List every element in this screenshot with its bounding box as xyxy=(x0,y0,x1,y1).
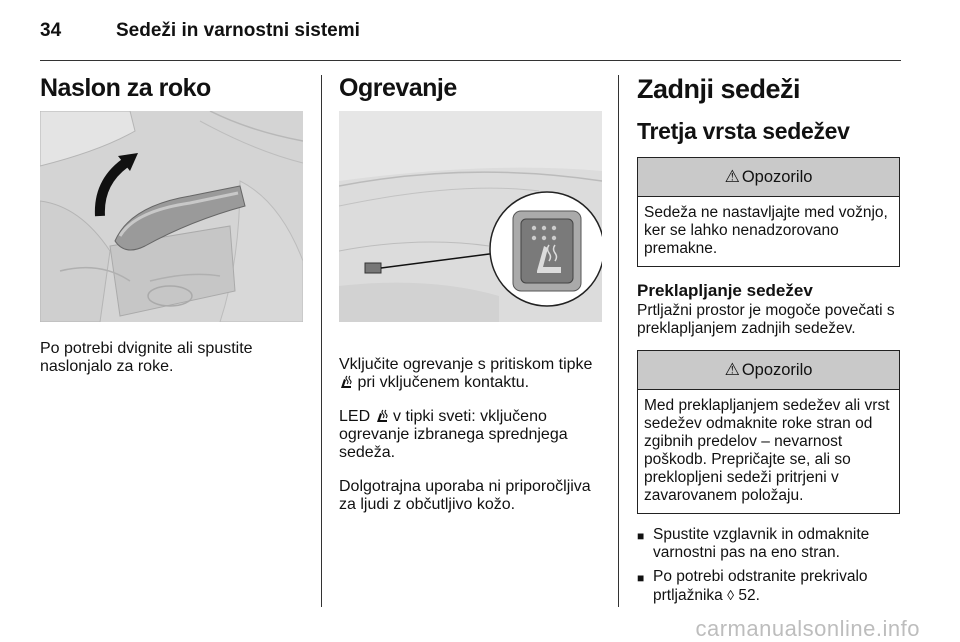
warning-text-1: Sedeža ne nastavljajte med vožnjo, ker se lahko nenadzorovano premakne. xyxy=(644,204,888,257)
list-item-text: Po potrebi odstranite prekrivalo prtljažnika xyxy=(653,568,868,604)
heating-p2-suffix: v tipki sveti: vključeno ogrevanje izbranega sprednjega sedeža. xyxy=(339,408,568,461)
heating-paragraph-3: Dolgotrajna uporaba ni priporočljiva za ljudi z občutljivo kožo. xyxy=(339,478,591,513)
list-item xyxy=(637,568,899,605)
heating-paragraph-2 xyxy=(339,408,601,462)
list-item xyxy=(637,526,899,562)
column-rear-seats xyxy=(637,74,902,611)
warning-text-2: Med preklapljanjem sedežev ali vrst sedežev odmaknite roke stran od zgibnih predelov – nevarnost poškodb. Prepričajte se, ali so preklopljeni sedeži pritrjeni v zavarovanem položaju. xyxy=(644,397,890,504)
column-heating xyxy=(339,74,604,103)
page-reference-icon: ◊ xyxy=(727,587,735,603)
warning-title-2: Opozorilo xyxy=(741,360,813,379)
watermark: carmanualsonline.info xyxy=(695,616,920,641)
warning-triangle-icon: ⚠ xyxy=(724,167,740,186)
instruction-list xyxy=(637,526,899,605)
heating-p2-prefix: LED xyxy=(339,408,371,425)
section-heading-armrest: Naslon za roko xyxy=(40,74,211,102)
folding-paragraph: Prtljažni prostor je mogoče povečati s preklapljanjem zadnjih sedežev. xyxy=(637,302,895,337)
bullet-square-icon: ■ xyxy=(637,571,645,585)
seat-heating-button-illustration xyxy=(339,111,602,322)
warning-triangle-icon: ⚠ xyxy=(724,360,740,379)
section-title-folding: Preklapljanje sedežev xyxy=(637,281,813,300)
section-heading-rear-seats: Zadnji sedeži xyxy=(637,74,801,104)
bullet-square-icon: ■ xyxy=(637,529,645,543)
list-item-text: Spustite vzglavnik in odmaknite varnostni pas na eno stran. xyxy=(653,526,870,561)
heating-p1-suffix: pri vključenem kontaktu. xyxy=(357,374,530,391)
heating-text xyxy=(339,340,601,530)
armrest-illustration xyxy=(40,111,303,322)
seat-heating-icon xyxy=(339,374,357,391)
section-heading-heating: Ogrevanje xyxy=(339,74,457,102)
warning-title-1: Opozorilo xyxy=(741,167,813,186)
heating-p1-prefix: Vključite ogrevanje s pritiskom tipke xyxy=(339,356,593,373)
warning-box-2 xyxy=(637,350,900,514)
warning-header-1 xyxy=(638,158,899,197)
armrest-paragraph: Po potrebi dvignite ali spustite naslonjalo za roke. xyxy=(40,340,253,375)
column-armrest xyxy=(40,74,305,103)
column-divider-2 xyxy=(618,75,619,607)
column-divider-1 xyxy=(321,75,322,607)
seat-heating-icon xyxy=(375,408,393,425)
page-number: 34 xyxy=(40,20,62,41)
page-reference-link[interactable]: 52. xyxy=(738,587,760,604)
warning-header-2 xyxy=(638,351,899,390)
header-rule xyxy=(40,60,901,61)
warning-box-1 xyxy=(637,157,900,267)
chapter-title: Sedeži in varnostni sistemi xyxy=(116,20,360,41)
subheading-third-row: Tretja vrsta sedežev xyxy=(637,118,850,144)
heating-paragraph-1 xyxy=(339,356,601,392)
